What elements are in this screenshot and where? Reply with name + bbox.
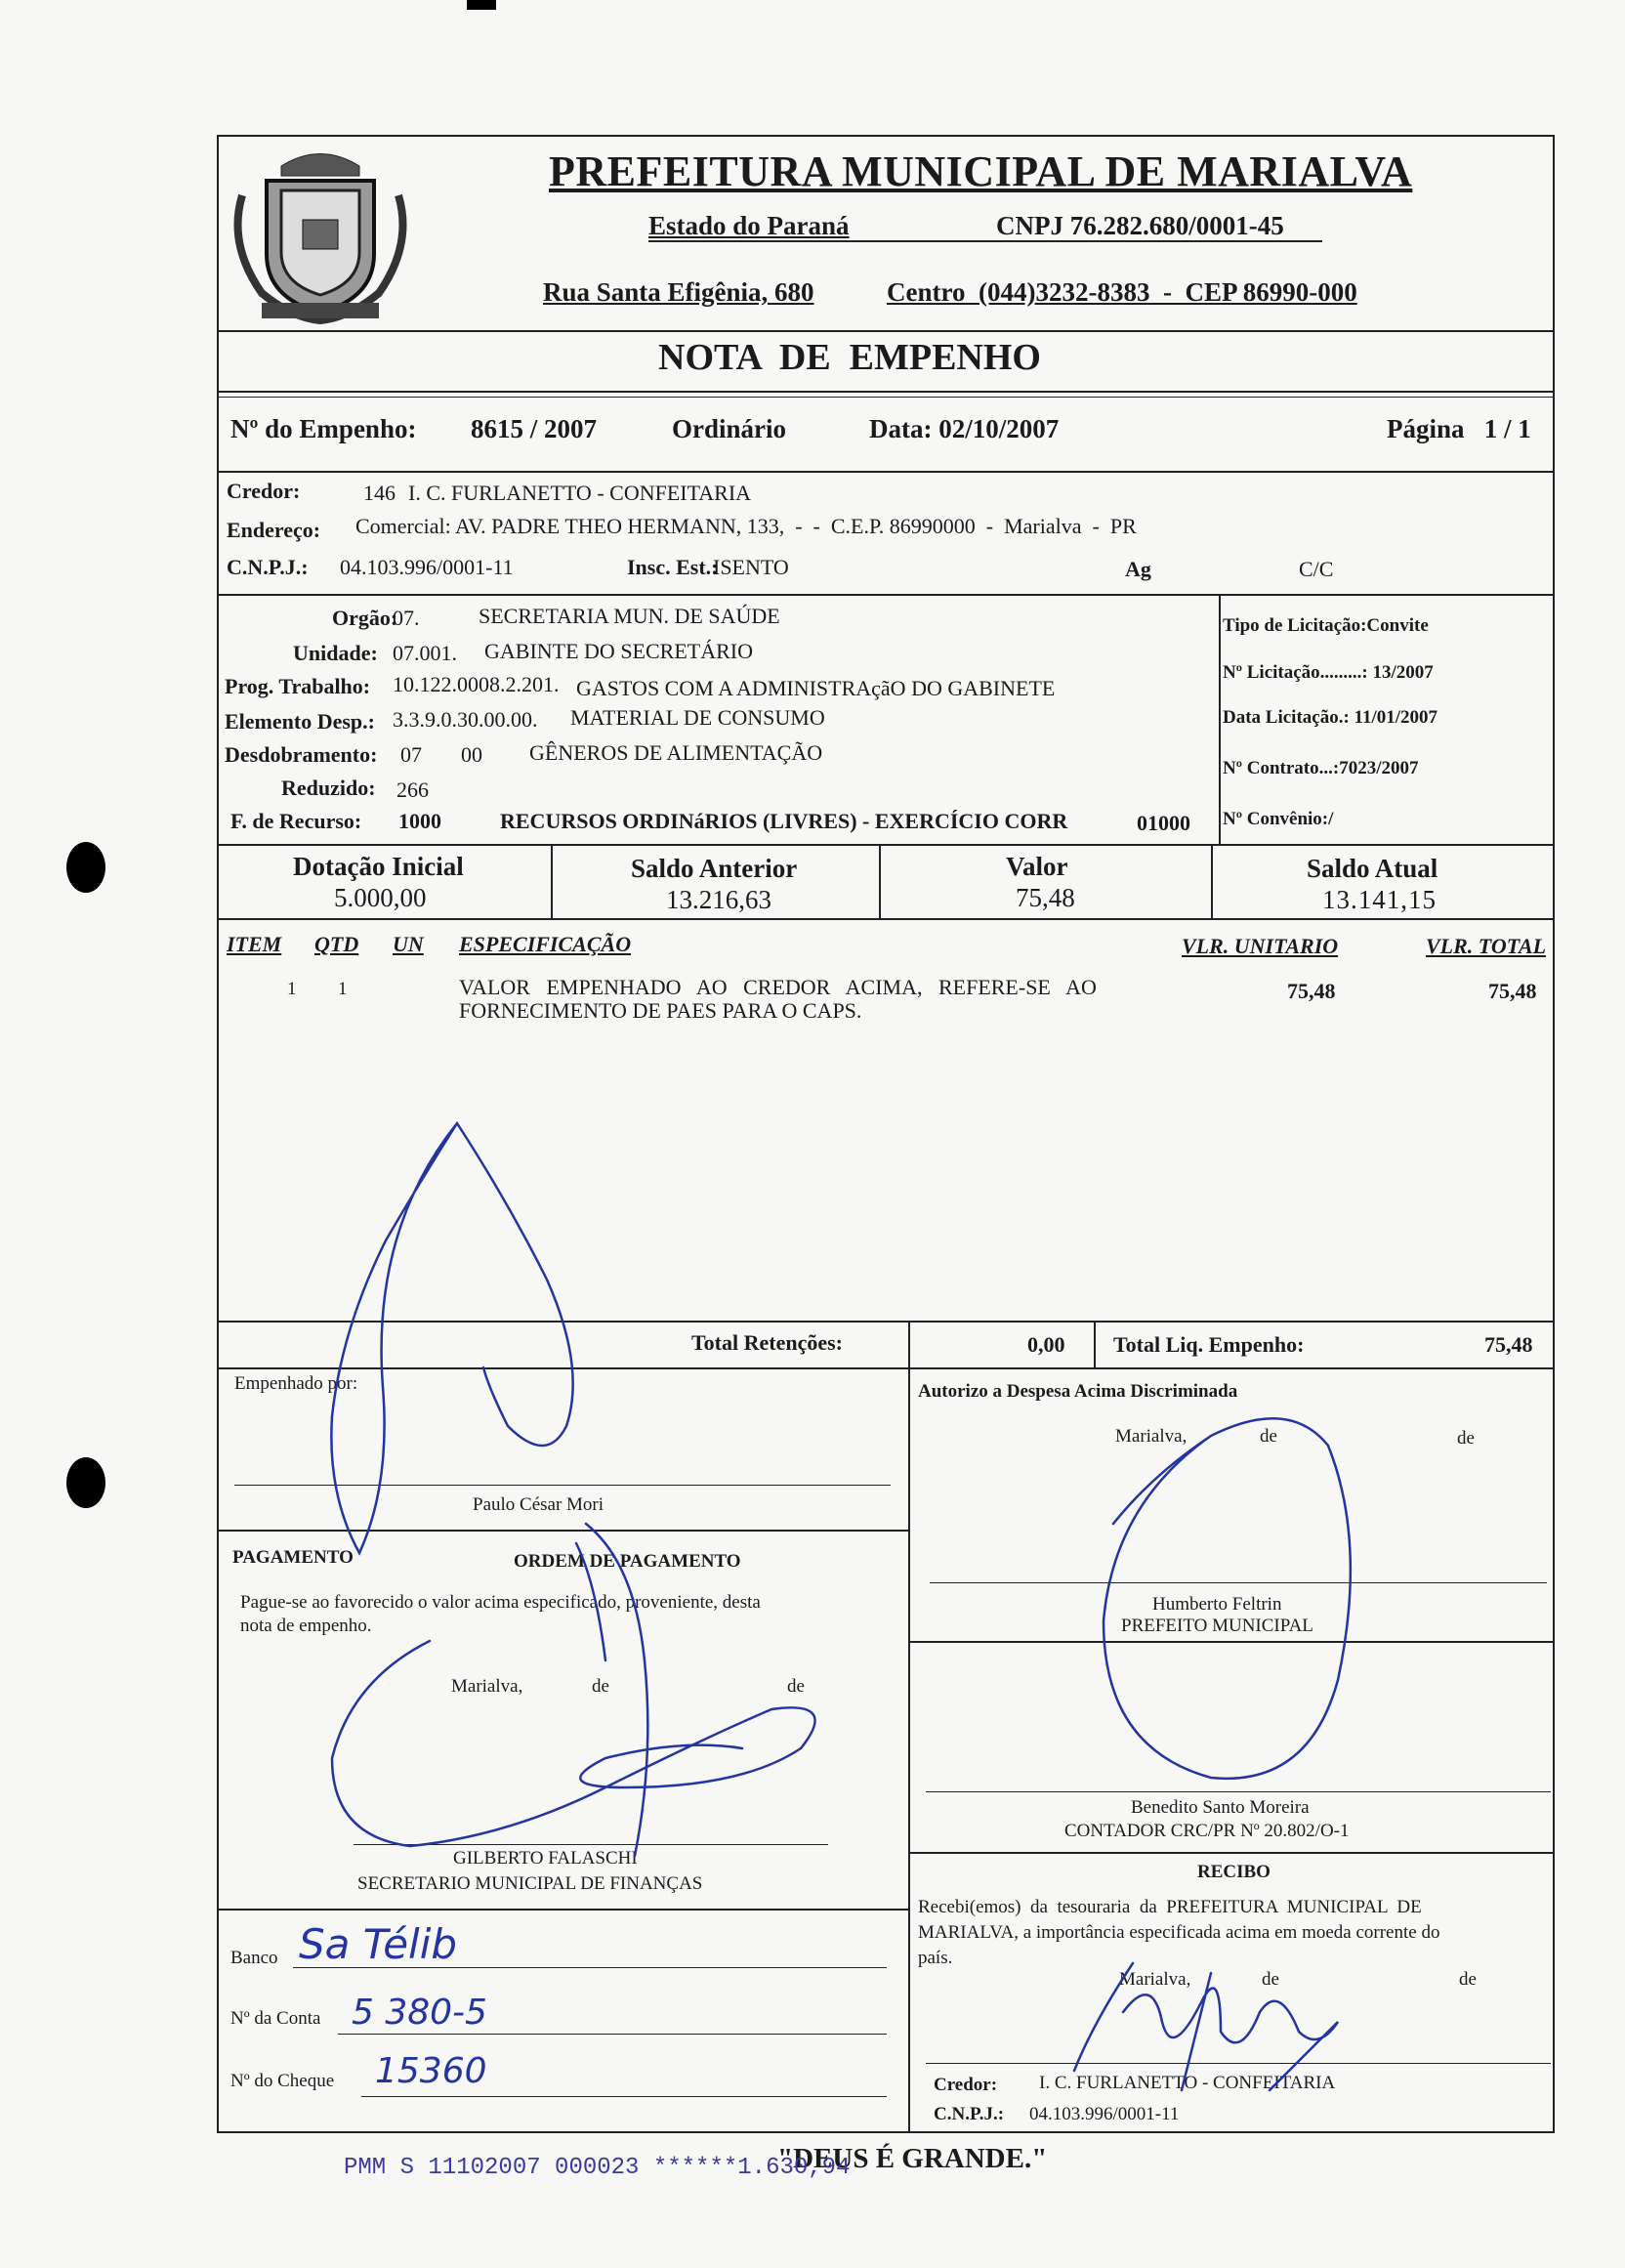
col-vlr-total: VLR. TOTAL	[1426, 934, 1547, 958]
header-contact: Centro (044)3232-8383 - CEP 86990-000	[887, 277, 1357, 307]
contador-name: Benedito Santo Moreira	[1131, 1797, 1310, 1818]
cnpj-header: CNPJ 76.282.680/0001-45	[996, 211, 1284, 240]
credor-address: Comercial: AV. PADRE THEO HERMANN, 133, - - C.E.P. 86990000 - Marialva - PR	[355, 514, 1137, 538]
recibo-credor-name: I. C. FURLANETTO - CONFEITARIA	[1039, 2073, 1336, 2093]
elemento-label: Elemento Desp.:	[225, 709, 375, 734]
insc-label: Insc. Est.:	[627, 555, 719, 579]
recibo-place: Marialva,	[1119, 1969, 1191, 1990]
credor-cnpj: 04.103.996/0001-11	[340, 555, 514, 579]
desdobramento-code: 07	[400, 742, 422, 767]
orgao-name: SECRETARIA MUN. DE SAÚDE	[479, 604, 780, 628]
item-number: 1	[287, 979, 297, 999]
cc-label: C/C	[1299, 557, 1334, 581]
empenho-number: 8615 / 2007	[471, 414, 598, 443]
total-liq-label: Total Liq. Empenho:	[1113, 1332, 1305, 1357]
saldo-anterior-label: Saldo Anterior	[631, 854, 798, 883]
recurso-code: 1000	[398, 809, 441, 833]
valor-label: Valor	[1006, 852, 1068, 881]
prog-code: 10.122.0008.2.201.	[393, 672, 560, 696]
pagamento-text-2: nota de empenho.	[240, 1616, 372, 1636]
autorizo-place: Marialva,	[1115, 1426, 1188, 1447]
item-qtd: 1	[338, 979, 348, 999]
num-contrato: Nº Contrato...:7023/2007	[1223, 758, 1419, 778]
cnpj-label: C.N.P.J.:	[227, 555, 309, 579]
conta-label: Nº da Conta	[230, 2008, 321, 2029]
recibo-credor-label: Credor:	[934, 2075, 998, 2095]
ag-label: Ag	[1125, 557, 1151, 581]
pagamento-place: Marialva,	[451, 1676, 523, 1697]
col-item: ITEM	[227, 932, 282, 956]
reduzido-label: Reduzido:	[281, 776, 376, 800]
empenho-page: Página 1 / 1	[1387, 414, 1531, 443]
autorizo-de-2: de	[1457, 1428, 1475, 1449]
credor-name: I. C. FURLANETTO - CONFEITARIA	[408, 481, 752, 505]
saldo-anterior-value: 13.216,63	[666, 885, 771, 914]
unidade-name: GABINTE DO SECRETÁRIO	[484, 639, 753, 663]
unidade-label: Unidade:	[293, 641, 378, 665]
prog-label: Prog. Trabalho:	[225, 674, 371, 698]
empenhado-name: Paulo César Mori	[473, 1494, 604, 1515]
num-convenio: Nº Convênio:/	[1223, 809, 1334, 829]
footer-motto: "DEUS É GRANDE."	[777, 2143, 1048, 2174]
punch-hole-top	[66, 842, 105, 893]
retencoes-value: 0,00	[1027, 1332, 1065, 1357]
insc-value: ISENTO	[713, 555, 789, 579]
valor-value: 75,48	[1016, 883, 1075, 912]
credor-code: 146	[363, 481, 396, 505]
ordem-pagamento: ORDEM DE PAGAMENTO	[514, 1551, 741, 1572]
elemento-name: MATERIAL DE CONSUMO	[570, 705, 825, 730]
recurso-label: F. de Recurso:	[230, 809, 362, 833]
recibo-text-3: país.	[918, 1948, 953, 1968]
elemento-code: 3.3.9.0.30.00.00.	[393, 707, 538, 732]
item-desc-line1: VALOR EMPENHADO AO CREDOR ACIMA, REFERE-SE AO	[459, 975, 1097, 999]
prog-name: GASTOS COM A ADMINISTRAçãO DO GABINETE	[576, 676, 1056, 700]
punch-hole-bottom	[66, 1457, 105, 1508]
unidade-code: 07.001.	[393, 641, 457, 665]
coat-of-arms-logo	[223, 137, 418, 327]
recibo-de-2: de	[1459, 1969, 1477, 1990]
dotacao-label: Dotação Inicial	[293, 852, 464, 881]
credor-label: Credor:	[227, 479, 301, 503]
recibo-text-1: Recebi(emos) da tesouraria da PREFEITURA MUNICIPAL DE	[918, 1897, 1422, 1917]
pagamento-text-1: Pague-se ao favorecido o valor acima especificado, proveniente, desta	[240, 1592, 761, 1613]
empenhado-label: Empenhado por:	[234, 1373, 358, 1394]
pagamento-de-1: de	[592, 1676, 609, 1697]
dotacao-value: 5.000,00	[334, 883, 427, 912]
cheque-label: Nº do Cheque	[230, 2071, 335, 2091]
pagamento-de-2: de	[787, 1676, 805, 1697]
col-un: UN	[393, 932, 424, 956]
col-qtd: QTD	[314, 932, 359, 956]
state-name: Estado do Paraná	[648, 211, 850, 240]
reduzido-value: 266	[396, 777, 429, 802]
num-licitacao: Nº Licitação.........: 13/2007	[1223, 662, 1434, 683]
total-liq-value: 75,48	[1484, 1332, 1533, 1357]
doc-title: NOTA DE EMPENHO	[658, 337, 1041, 378]
processing-stamp: PMM S 11102007 000023 ******1.630,94	[344, 2155, 851, 2181]
saldo-atual-value: 13.141,15	[1322, 885, 1437, 914]
retencoes-label: Total Retenções:	[691, 1330, 843, 1355]
autorizo-de-1: de	[1260, 1426, 1277, 1447]
banco-label: Banco	[230, 1948, 278, 1968]
endereco-label: Endereço:	[227, 518, 321, 542]
banco-value: Sa Télib	[299, 1920, 458, 1968]
desdobramento-name: GÊNEROS DE ALIMENTAÇÃO	[529, 740, 823, 765]
empenho-type: Ordinário	[672, 414, 787, 443]
recurso-num: 01000	[1137, 811, 1190, 835]
col-espec: ESPECIFICAÇÃO	[459, 932, 632, 956]
recibo-cnpj-label: C.N.P.J.:	[934, 2104, 1005, 2124]
autorizo-title: Autorizo a Despesa Acima Discriminada	[918, 1381, 1238, 1402]
col-vlr-unit: VLR. UNITARIO	[1182, 934, 1339, 958]
conta-value: 5 380-5	[352, 1993, 487, 2033]
item-unit-value: 75,48	[1287, 979, 1336, 1003]
recibo-de-1: de	[1262, 1969, 1279, 1990]
desdobramento-sub: 00	[461, 742, 482, 767]
secretario-name: GILBERTO FALASCHI	[453, 1848, 638, 1869]
item-desc-line2: FORNECIMENTO DE PAES PARA O CAPS.	[459, 998, 862, 1023]
secretario-role: SECRETARIO MUNICIPAL DE FINANÇAS	[357, 1873, 703, 1894]
tipo-licitacao: Tipo de Licitação:Convite	[1223, 615, 1429, 636]
recibo-title: RECIBO	[1197, 1862, 1271, 1882]
prefeito-role: PREFEITO MUNICIPAL	[1121, 1616, 1313, 1636]
empenho-number-label: Nº do Empenho:	[230, 414, 417, 443]
page-title: PREFEITURA MUNICIPAL DE MARIALVA	[549, 147, 1413, 195]
recibo-cnpj: 04.103.996/0001-11	[1029, 2104, 1180, 2124]
recurso-name: RECURSOS ORDINáRIOS (LIVRES) - EXERCÍCIO CORR	[500, 809, 1068, 833]
desdobramento-label: Desdobramento:	[225, 742, 378, 767]
item-total-value: 75,48	[1488, 979, 1537, 1003]
scan-mark	[467, 0, 496, 10]
header-address: Rua Santa Efigênia, 680	[543, 277, 814, 307]
prefeito-name: Humberto Feltrin	[1152, 1594, 1282, 1615]
data-licitacao: Data Licitação.: 11/01/2007	[1223, 707, 1438, 728]
contador-role: CONTADOR CRC/PR Nº 20.802/O-1	[1064, 1821, 1350, 1841]
orgao-code: 07.	[393, 606, 420, 630]
orgao-label: Orgão:	[332, 606, 398, 630]
pagamento-label: PAGAMENTO	[232, 1547, 354, 1568]
recibo-text-2: MARIALVA, a importância especificada acima em moeda corrente do	[918, 1922, 1440, 1943]
empenho-date: Data: 02/10/2007	[869, 414, 1060, 443]
saldo-atual-label: Saldo Atual	[1307, 854, 1438, 883]
cheque-value: 15360	[375, 2051, 487, 2091]
